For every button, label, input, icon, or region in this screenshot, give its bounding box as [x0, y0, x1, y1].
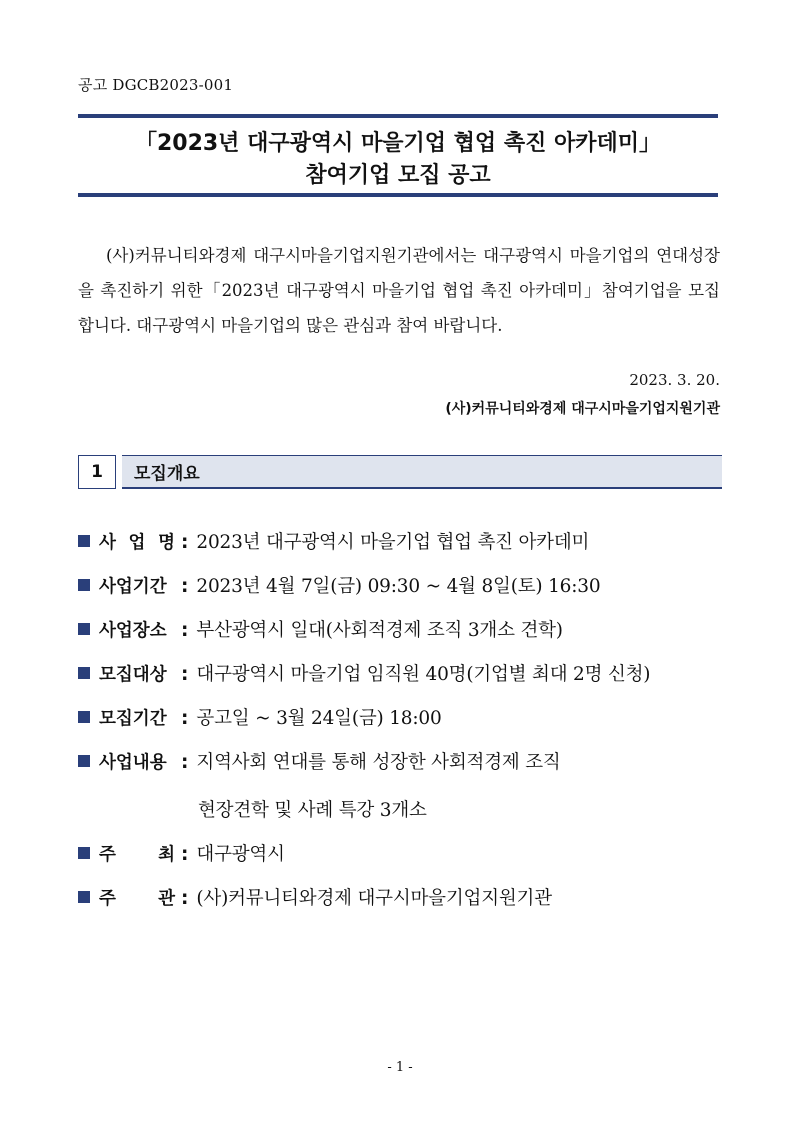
item-label [99, 617, 175, 642]
label-char: 주 [99, 845, 116, 865]
square-bullet-icon [78, 755, 90, 767]
overview-list [78, 528, 738, 928]
label-char: 관 [158, 889, 175, 909]
label-colon: : [181, 620, 189, 641]
label-char: 주 [99, 889, 116, 909]
title-bottom-rule [78, 193, 718, 197]
item-value: 공고일 ~ 3월 24일(금) 18:00 [196, 708, 442, 729]
page-number: - 1 - [387, 1060, 413, 1075]
list-item-recruit-period [78, 704, 738, 748]
list-item-project-period [78, 572, 738, 616]
square-bullet-icon [78, 667, 90, 679]
item-value-continued: 현장견학 및 사례 특강 3개소 [198, 800, 427, 821]
item-label [99, 529, 175, 554]
item-label [99, 661, 175, 686]
item-value: (사)커뮤니티와경제 대구시마을기업지원기관 [196, 888, 552, 909]
square-bullet-icon [78, 579, 90, 591]
label-char: 업 [128, 533, 146, 553]
label-colon: : [181, 752, 189, 773]
label-colon: : [181, 844, 189, 865]
square-bullet-icon [78, 847, 90, 859]
section-number: 1 [78, 455, 116, 489]
item-label [99, 885, 175, 910]
label-text: 모집대상 [99, 665, 167, 685]
list-item-host [78, 840, 738, 884]
section-title: 모집개요 [122, 455, 722, 489]
issuing-organization: (사)커뮤니티와경제 대구시마을기업지원기관 [445, 401, 720, 417]
item-value: 대구광역시 [196, 844, 285, 865]
item-value: 부산광역시 일대(사회적경제 조직 3개소 견학) [196, 620, 563, 641]
item-label [99, 573, 175, 598]
intro-paragraph: (사)커뮤니티와경제 대구시마을기업지원기관에서는 대구광역시 마을기업의 연대성장을 촉진하기 위한「2023년 대구광역시 마을기업 협업 촉진 아카데미」참여기업을 모집합니다. 대구광역시 마을기업의 많은 관심과 참여 바랍니다. [78, 246, 720, 335]
label-char: 사 [99, 533, 116, 553]
page-title: 「2023년 대구광역시 마을기업 협업 촉진 아카데미」 [134, 131, 662, 156]
list-item-project-name [78, 528, 738, 572]
label-text: 사업내용 [99, 753, 167, 773]
item-value: 2023년 대구광역시 마을기업 협업 촉진 아카데미 [196, 532, 590, 553]
label-colon: : [181, 888, 189, 909]
announcement-date: 2023. 3. 20. [629, 371, 720, 389]
label-text: 사업장소 [99, 621, 167, 641]
list-item-project-location [78, 616, 738, 660]
label-colon: : [181, 576, 189, 597]
square-bullet-icon [78, 623, 90, 635]
list-item-project-content [78, 748, 738, 840]
label-colon: : [181, 532, 189, 553]
square-bullet-icon [78, 535, 90, 547]
item-value: 2023년 4월 7일(금) 09:30 ~ 4월 8일(토) 16:30 [196, 576, 601, 597]
item-value: 지역사회 연대를 통해 성장한 사회적경제 조직 [196, 752, 561, 773]
label-colon: : [181, 708, 189, 729]
label-char: 최 [158, 845, 175, 865]
item-label [99, 705, 175, 730]
square-bullet-icon [78, 891, 90, 903]
title-top-rule [78, 114, 718, 118]
label-text: 사업기간 [99, 577, 167, 597]
list-item-recruit-target [78, 660, 738, 704]
label-text: 모집기간 [99, 709, 167, 729]
square-bullet-icon [78, 711, 90, 723]
item-label [99, 749, 175, 774]
item-label [99, 841, 175, 866]
label-colon: : [181, 664, 189, 685]
page-subtitle: 참여기업 모집 공고 [305, 163, 491, 188]
list-item-organizer [78, 884, 738, 928]
document-number: 공고 DGCB2023-001 [78, 76, 234, 94]
item-value: 대구광역시 마을기업 임직원 40명(기업별 최대 2명 신청) [196, 664, 651, 685]
label-char: 명 [158, 533, 175, 553]
